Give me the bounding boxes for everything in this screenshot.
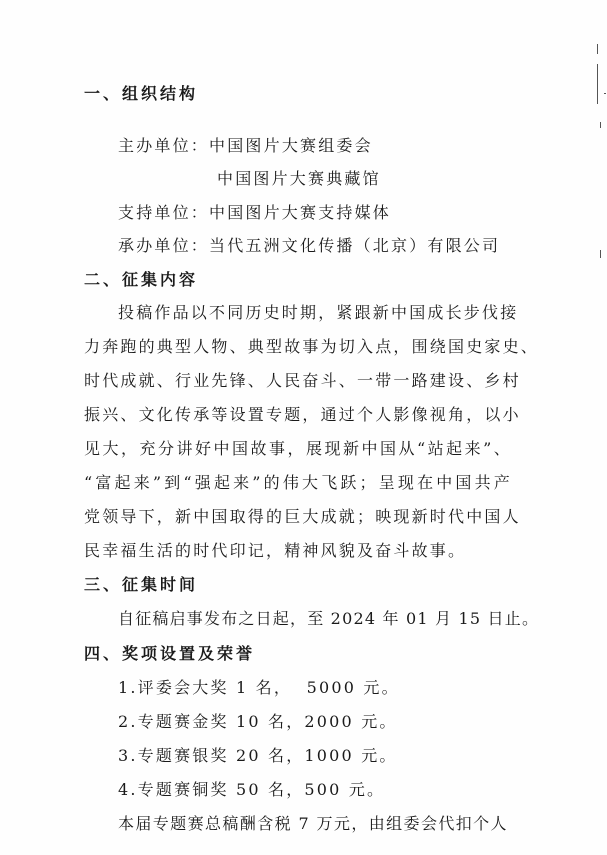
award-item-4: 4.专题赛铜奖 50 名，500 元。 [118, 780, 386, 799]
content-line-3: 时代成就、行业先锋、人民奋斗、一带一路建设、乡村 [84, 371, 521, 390]
content-line-6: “富起来”到“强起来”的伟大飞跃；呈现在中国共产 [84, 473, 512, 492]
host-2: 中国图片大赛典藏馆 [217, 169, 381, 188]
heading-content: 二、征集内容 [84, 270, 199, 289]
content-line-8: 民幸福生活的时代印记，精神风貌及奋斗故事。 [84, 541, 467, 560]
award-item-1: 1.评委会大奖 1 名， 5000 元。 [118, 678, 400, 697]
heading-organization: 一、组织结构 [84, 84, 199, 103]
scan-edge-mark [600, 250, 601, 258]
content-line-1: 投稿作品以不同历史时期，紧跟新中国成长步伐接 [118, 303, 519, 322]
support-unit: 支持单位：中国图片大赛支持媒体 [118, 203, 392, 222]
content-line-7: 党领导下，新中国取得的巨大成就；映现新时代中国人 [84, 507, 521, 526]
award-item-3: 3.专题赛银奖 20 名，1000 元。 [118, 746, 398, 765]
heading-time: 三、征集时间 [84, 575, 199, 594]
scan-edge-mark [604, 93, 606, 94]
award-item-2: 2.专题赛金奖 10 名，2000 元。 [118, 712, 398, 731]
scan-edge-mark [600, 122, 601, 128]
host-label-line [118, 136, 373, 156]
heading-awards: 四、奖项设置及荣誉 [84, 644, 256, 663]
content-line-2: 力奔跑的典型人物、典型故事为切入点，围绕国史家史、 [84, 337, 540, 356]
content-line-4: 振兴、文化传承等设置专题，通过个人影像视角，以小 [84, 405, 521, 424]
content-line-5: 见大，充分讲好中国故事，展现新中国从“站起来”、 [84, 439, 512, 458]
host-1: 中国图片大赛组委会 [209, 136, 373, 155]
scan-edge-mark [597, 64, 598, 104]
organizer-unit: 承办单位：当代五洲文化传播（北京）有限公司 [118, 236, 501, 255]
host-label: 主办单位： [118, 136, 210, 155]
time-text: 自征稿启事发布之日起，至 2024 年 01 月 15 日止。 [118, 609, 540, 628]
award-note: 本届专题赛总稿酬含税 7 万元，由组委会代扣个人 [118, 814, 508, 833]
scan-edge-mark [597, 44, 598, 54]
